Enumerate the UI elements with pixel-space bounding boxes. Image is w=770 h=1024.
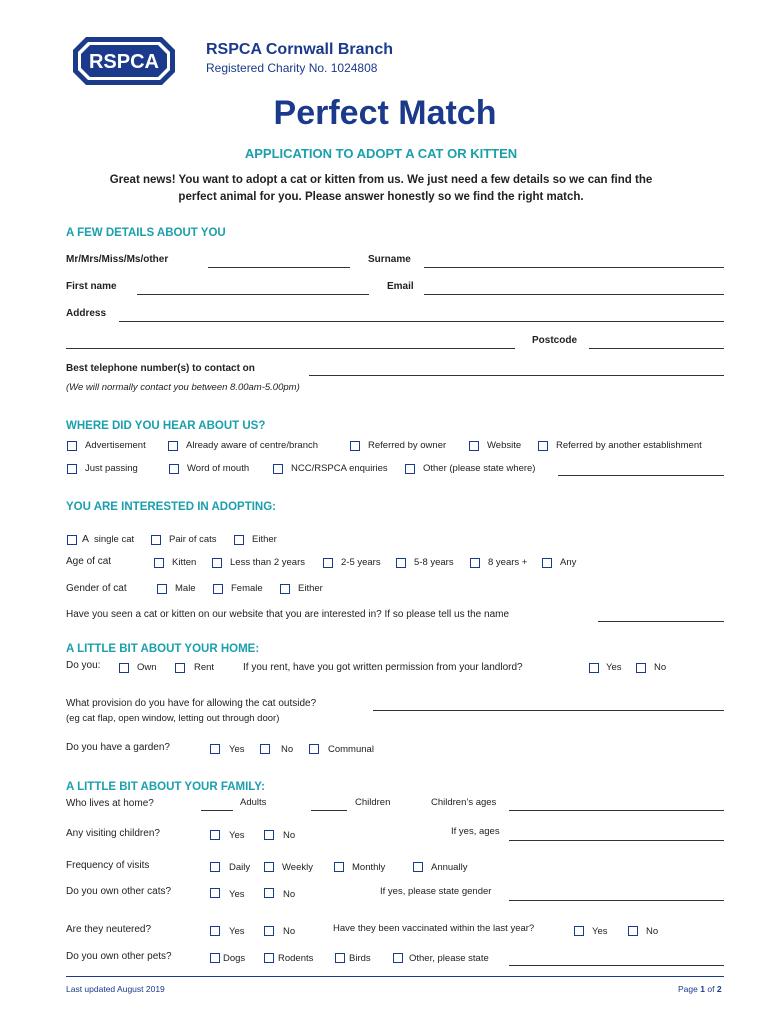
referred-establishment-checkbox[interactable] bbox=[538, 441, 548, 451]
visiting-no-label: No bbox=[283, 830, 296, 841]
neutered-no-label: No bbox=[283, 926, 296, 937]
already-aware-checkbox[interactable] bbox=[168, 441, 178, 451]
neutered-question: Are they neutered? bbox=[66, 924, 152, 935]
pets-birds-checkbox[interactable] bbox=[335, 953, 345, 963]
surname-field[interactable] bbox=[424, 267, 724, 268]
age-any-label: Any bbox=[560, 557, 577, 568]
single-cat-checkbox[interactable] bbox=[67, 535, 77, 545]
freq-daily-checkbox[interactable] bbox=[210, 862, 220, 872]
other-cats-no-label: No bbox=[283, 889, 296, 900]
age-any-checkbox[interactable] bbox=[542, 558, 552, 568]
page-prefix: Page bbox=[678, 984, 698, 994]
garden-yes-checkbox[interactable] bbox=[210, 744, 220, 754]
children-label: Children bbox=[355, 797, 391, 808]
single-cat-label-a: A bbox=[82, 533, 90, 545]
title-label: Mr/Mrs/Miss/Ms/other bbox=[66, 254, 169, 265]
age-5-8-checkbox[interactable] bbox=[396, 558, 406, 568]
word-of-mouth-label: Word of mouth bbox=[187, 463, 250, 474]
gender-either-label: Either bbox=[298, 583, 323, 594]
single-cat-label-b: single cat bbox=[94, 534, 135, 545]
age-kitten-label: Kitten bbox=[172, 557, 197, 568]
already-aware-label: Already aware of centre/branch bbox=[186, 440, 319, 451]
neutered-yes-label: Yes bbox=[229, 926, 245, 937]
gender-male-checkbox[interactable] bbox=[157, 584, 167, 594]
org-name: RSPCA Cornwall Branch bbox=[206, 41, 393, 58]
address-label: Address bbox=[66, 308, 107, 319]
pets-rodents-checkbox[interactable] bbox=[264, 953, 274, 963]
landlord-no-checkbox[interactable] bbox=[636, 663, 646, 673]
pets-rodents-label: Rodents bbox=[278, 953, 314, 964]
other-source-checkbox[interactable] bbox=[405, 464, 415, 474]
freq-weekly-label: Weekly bbox=[282, 862, 313, 873]
pets-other-field[interactable] bbox=[509, 965, 724, 966]
phone-note: (We will normally contact you between 8.00am-5.00pm) bbox=[66, 382, 300, 393]
gender-female-checkbox[interactable] bbox=[213, 584, 223, 594]
advertisement-checkbox[interactable] bbox=[67, 441, 77, 451]
email-field[interactable] bbox=[424, 294, 724, 295]
gender-of-cat-label: Gender of cat bbox=[66, 583, 127, 594]
other-cats-gender-field[interactable] bbox=[509, 900, 724, 901]
referred-owner-checkbox[interactable] bbox=[350, 441, 360, 451]
neutered-yes-checkbox[interactable] bbox=[210, 926, 220, 936]
pets-birds-label: Birds bbox=[349, 953, 371, 964]
visiting-ages-label: If yes, ages bbox=[451, 826, 500, 837]
neutered-no-checkbox[interactable] bbox=[264, 926, 274, 936]
age-5-8-label: 5-8 years bbox=[414, 557, 454, 568]
freq-daily-label: Daily bbox=[229, 862, 251, 873]
intro-line-1: Great news! You want to adopt a cat or kitten from us. We just need a few details so we can find the bbox=[109, 174, 653, 186]
advertisement-label: Advertisement bbox=[85, 440, 146, 451]
rent-checkbox[interactable] bbox=[175, 663, 185, 673]
freq-monthly-checkbox[interactable] bbox=[334, 862, 344, 872]
last-updated: Last updated August 2019 bbox=[66, 984, 165, 994]
page-total: 2 bbox=[716, 984, 722, 994]
freq-weekly-checkbox[interactable] bbox=[264, 862, 274, 872]
website-cat-question: Have you seen a cat or kitten on our website that you are interested in? If so please tell us the name bbox=[66, 609, 510, 620]
vaccinated-no-checkbox[interactable] bbox=[628, 926, 638, 936]
landlord-yes-checkbox[interactable] bbox=[589, 663, 599, 673]
referred-owner-label: Referred by owner bbox=[368, 440, 447, 451]
do-you-label: Do you: bbox=[66, 660, 101, 671]
other-cats-gender-label: If yes, please state gender bbox=[380, 886, 492, 897]
firstname-label: First name bbox=[66, 281, 117, 292]
just-passing-label: Just passing bbox=[85, 463, 138, 474]
pets-other-label: Other, please state bbox=[409, 953, 489, 964]
other-pets-question: Do you own other pets? bbox=[66, 951, 172, 962]
visiting-ages-field[interactable] bbox=[509, 840, 724, 841]
phone-field[interactable] bbox=[309, 375, 724, 376]
word-of-mouth-checkbox[interactable] bbox=[169, 464, 179, 474]
address-field-line-1[interactable] bbox=[119, 321, 724, 322]
just-passing-checkbox[interactable] bbox=[67, 464, 77, 474]
intro-line-2: perfect animal for you. Please answer honestly so we find the right match. bbox=[178, 191, 584, 203]
age-8-plus-label: 8 years + bbox=[488, 557, 528, 568]
postcode-label: Postcode bbox=[532, 335, 578, 346]
website-checkbox[interactable] bbox=[469, 441, 479, 451]
landlord-no-label: No bbox=[654, 662, 667, 673]
age-2-5-checkbox[interactable] bbox=[323, 558, 333, 568]
vaccinated-no-label: No bbox=[646, 926, 659, 937]
pair-of-cats-label: Pair of cats bbox=[169, 534, 217, 545]
other-cats-yes-checkbox[interactable] bbox=[210, 888, 220, 898]
garden-communal-checkbox[interactable] bbox=[309, 744, 319, 754]
vaccinated-yes-checkbox[interactable] bbox=[574, 926, 584, 936]
rspca-logo bbox=[72, 36, 176, 86]
age-of-cat-label: Age of cat bbox=[66, 556, 112, 567]
page-current: 1 bbox=[700, 984, 705, 994]
gender-either-checkbox[interactable] bbox=[280, 584, 290, 594]
landlord-yes-label: Yes bbox=[606, 662, 622, 673]
other-cats-question: Do you own other cats? bbox=[66, 886, 172, 897]
garden-question: Do you have a garden? bbox=[66, 742, 170, 753]
vaccinated-yes-label: Yes bbox=[592, 926, 608, 937]
age-2-5-label: 2-5 years bbox=[341, 557, 381, 568]
postcode-field[interactable] bbox=[589, 348, 724, 349]
own-checkbox[interactable] bbox=[119, 663, 129, 673]
garden-no-label: No bbox=[281, 744, 294, 755]
title-field[interactable] bbox=[208, 267, 350, 268]
landlord-question: If you rent, have you got written permission from your landlord? bbox=[243, 662, 523, 673]
visiting-yes-label: Yes bbox=[229, 830, 245, 841]
frequency-label: Frequency of visits bbox=[66, 860, 150, 871]
visiting-no-checkbox[interactable] bbox=[264, 830, 274, 840]
other-source-field[interactable] bbox=[558, 475, 724, 476]
pets-dogs-checkbox[interactable] bbox=[210, 953, 220, 963]
vaccinated-question: Have they been vaccinated within the last year? bbox=[333, 923, 535, 934]
either-cat-label: Either bbox=[252, 534, 277, 545]
freq-monthly-label: Monthly bbox=[352, 862, 386, 873]
surname-label: Surname bbox=[368, 254, 411, 265]
ncc-rspca-label: NCC/RSPCA enquiries bbox=[291, 463, 388, 474]
page-title: Perfect Match bbox=[273, 94, 497, 132]
age-kitten-checkbox[interactable] bbox=[154, 558, 164, 568]
either-cat-checkbox[interactable] bbox=[234, 535, 244, 545]
provision-question: What provision do you have for allowing the cat outside? bbox=[66, 698, 317, 709]
section-details-heading: A FEW DETAILS ABOUT YOU bbox=[66, 227, 226, 239]
adults-count-field[interactable] bbox=[201, 810, 233, 811]
gender-female-label: Female bbox=[231, 583, 263, 594]
provision-note: (eg cat flap, open window, letting out through door) bbox=[66, 713, 280, 724]
ncc-rspca-checkbox[interactable] bbox=[273, 464, 283, 474]
page-number bbox=[678, 984, 722, 994]
age-8-plus-checkbox[interactable] bbox=[470, 558, 480, 568]
other-cats-no-checkbox[interactable] bbox=[264, 888, 274, 898]
rent-label: Rent bbox=[194, 662, 215, 673]
provision-field[interactable] bbox=[373, 710, 724, 711]
garden-yes-label: Yes bbox=[229, 744, 245, 755]
section-hear-heading: WHERE DID YOU HEAR ABOUT US? bbox=[66, 420, 266, 432]
other-source-label: Other (please state where) bbox=[423, 463, 536, 474]
own-label: Own bbox=[137, 662, 157, 673]
freq-annually-label: Annually bbox=[431, 862, 468, 873]
garden-no-checkbox[interactable] bbox=[260, 744, 270, 754]
visiting-children-question: Any visiting children? bbox=[66, 828, 160, 839]
section-family-heading: A LITTLE BIT ABOUT YOUR FAMILY: bbox=[66, 781, 265, 793]
gender-male-label: Male bbox=[175, 583, 196, 594]
email-label: Email bbox=[387, 281, 414, 292]
website-label: Website bbox=[487, 440, 522, 451]
other-cats-yes-label: Yes bbox=[229, 889, 245, 900]
pets-dogs-label: Dogs bbox=[223, 953, 246, 964]
section-home-heading: A LITTLE BIT ABOUT YOUR HOME: bbox=[66, 643, 260, 655]
adults-label: Adults bbox=[240, 797, 267, 808]
freq-annually-checkbox[interactable] bbox=[413, 862, 423, 872]
who-lives-label: Who lives at home? bbox=[66, 798, 154, 809]
charity-number: Registered Charity No. 1024808 bbox=[206, 61, 378, 75]
age-under-2-checkbox[interactable] bbox=[212, 558, 222, 568]
age-under-2-label: Less than 2 years bbox=[230, 557, 305, 568]
childrens-ages-field[interactable] bbox=[509, 810, 724, 811]
section-adopting-heading: YOU ARE INTERESTED IN ADOPTING: bbox=[66, 501, 276, 513]
page-of: of bbox=[707, 984, 715, 994]
address-field-line-2[interactable] bbox=[66, 348, 515, 349]
logo-text: RSPCA bbox=[88, 51, 160, 73]
children-count-field[interactable] bbox=[311, 810, 347, 811]
referred-establishment-label: Referred by another establishment bbox=[556, 440, 702, 451]
phone-label: Best telephone number(s) to contact on bbox=[66, 363, 255, 374]
firstname-field[interactable] bbox=[137, 294, 369, 295]
website-cat-name-field[interactable] bbox=[598, 621, 724, 622]
pets-other-checkbox[interactable] bbox=[393, 953, 403, 963]
garden-communal-label: Communal bbox=[328, 744, 374, 755]
visiting-yes-checkbox[interactable] bbox=[210, 830, 220, 840]
form-subtitle: APPLICATION TO ADOPT A CAT OR KITTEN bbox=[244, 146, 518, 161]
childrens-ages-label: Children’s ages bbox=[431, 797, 497, 808]
pair-of-cats-checkbox[interactable] bbox=[151, 535, 161, 545]
footer-divider bbox=[66, 976, 724, 977]
